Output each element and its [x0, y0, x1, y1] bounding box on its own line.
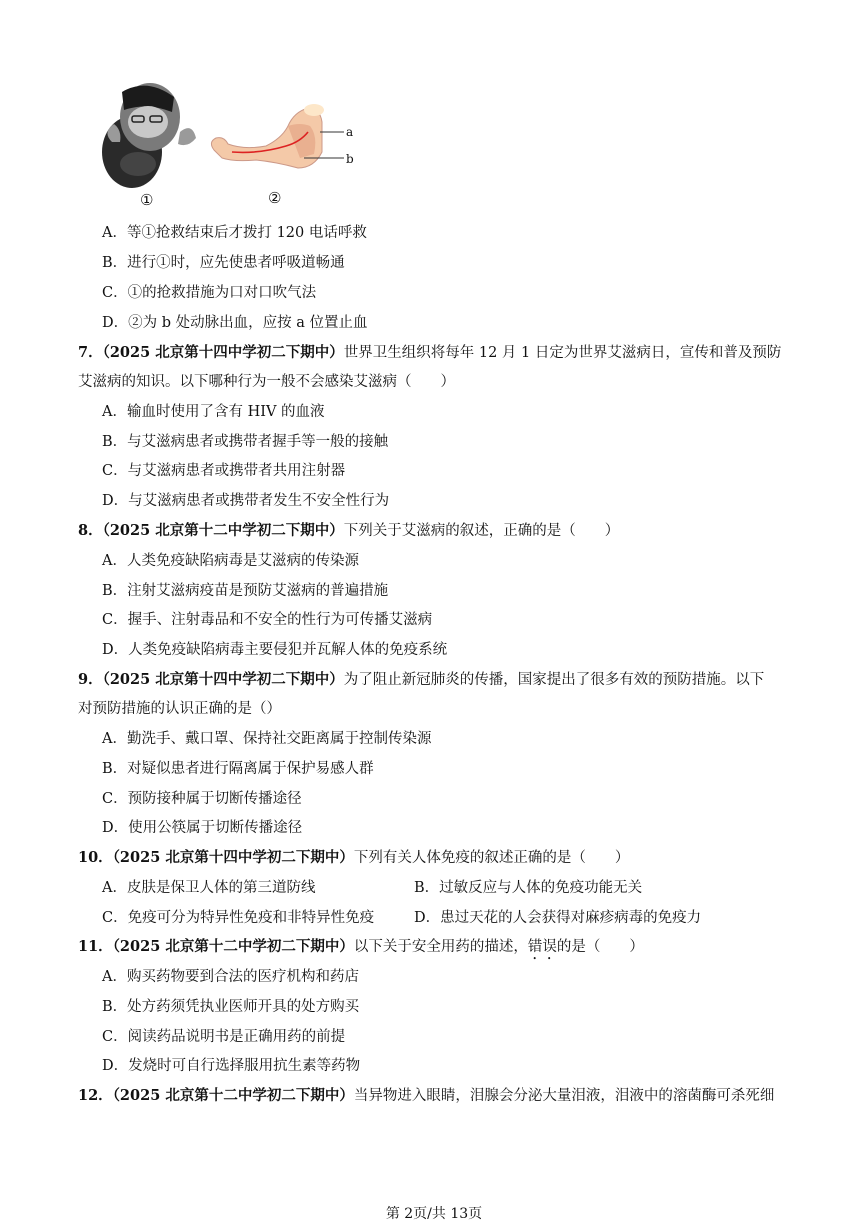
q11-option-d: D．发烧时可自行选择服用抗生素等药物 [102, 1058, 361, 1074]
q9-stem-line1: 为了阻止新冠肺炎的传播，国家提出了很多有效的预防措施。以下 [343, 672, 765, 688]
q9-option-d: D．使用公筷属于切断传播途径 [102, 820, 303, 836]
q8-source: （2025 北京第十二中学初二下期中） [102, 522, 344, 539]
figure-2-number: ② [268, 189, 282, 207]
q11-number: 11． [78, 938, 113, 955]
q10-source: （2025 北京第十四中学初二下期中） [112, 849, 354, 866]
q9-stem [78, 670, 764, 690]
q9-option-c: C．预防接种属于切断传播途径 [102, 791, 302, 807]
q11-option-c: C．阅读药品说明书是正确用药的前提 [102, 1029, 346, 1045]
q7-option-b: B．与艾滋病患者或携带者握手等一般的接触 [102, 434, 389, 450]
q6-option-a: A．等①抢救结束后才拨打 120 电话呼救 [102, 225, 367, 241]
figure-2-label-a: a [346, 125, 354, 139]
page-footer: 第 2页/共 13页 [385, 1206, 483, 1222]
figure-1-number: ① [140, 191, 154, 209]
q8-option-a: A．人类免疫缺陷病毒是艾滋病的传染源 [102, 553, 359, 569]
q10-stem [78, 848, 629, 868]
q7-option-a: A．输血时使用了含有 HIV 的血液 [102, 404, 325, 420]
q9-option-b: B．对疑似患者进行隔离属于保护易感人群 [102, 761, 374, 777]
mouth-to-mouth-resuscitation-illustration [92, 72, 204, 192]
q8-option-b: B．注射艾滋病疫苗是预防艾滋病的普遍措施 [102, 583, 389, 599]
q7-option-c: C．与艾滋病患者或携带者共用注射器 [102, 463, 346, 479]
q12-source: （2025 北京第十二中学初二下期中） [112, 1087, 354, 1104]
q7-number: 7． [78, 344, 103, 361]
q11-option-a: A．购买药物要到合法的医疗机构和药店 [102, 969, 359, 985]
q7-stem-line2: 艾滋病的知识。以下哪种行为一般不会感染艾滋病（ ） [78, 374, 455, 390]
q8-stem-text: 下列关于艾滋病的叙述，正确的是（ ） [343, 523, 620, 539]
q10-option-d: D．患过天花的人会获得对麻疹病毒的免疫力 [414, 910, 702, 926]
q11-stem-pre: 以下关于安全用药的描述， [353, 939, 528, 955]
q11-stem-post: 的是（ ） [556, 939, 644, 955]
q11-option-b: B．处方药须凭执业医师开具的处方购买 [102, 999, 360, 1015]
q10-stem-text: 下列有关人体免疫的叙述正确的是（ ） [353, 850, 630, 866]
q9-number: 9． [78, 671, 103, 688]
q8-option-d: D．人类免疫缺陷病毒主要侵犯并瓦解人体的免疫系统 [102, 642, 448, 658]
q6-option-b: B．进行①时，应先使患者呼吸道畅通 [102, 255, 345, 271]
q10-option-a: A．皮肤是保卫人体的第三道防线 [102, 880, 316, 896]
q9-stem-line2: 对预防措施的认识正确的是（） [78, 701, 281, 717]
q12-stem-line1: 当异物进入眼睛，泪腺会分泌大量泪液，泪液中的溶菌酶可杀死细 [353, 1088, 775, 1104]
q10-option-c: C．免疫可分为特异性免疫和非特异性免疫 [102, 910, 375, 926]
q6-option-c: C．①的抢救措施为口对口吹气法 [102, 285, 317, 301]
q8-option-c: C．握手、注射毒品和不安全的性行为可传播艾滋病 [102, 612, 433, 628]
q7-option-d: D．与艾滋病患者或携带者发生不安全性行为 [102, 493, 390, 509]
figure-2-label-b: b [346, 152, 354, 166]
q7-stem [78, 343, 781, 363]
q12-number: 12． [78, 1087, 113, 1104]
question-figures [92, 72, 392, 212]
q11-stem [78, 937, 644, 963]
q7-source: （2025 北京第十四中学初二下期中） [102, 344, 344, 361]
q9-source: （2025 北京第十四中学初二下期中） [102, 671, 344, 688]
q11-stem-emphasis: 错误 [527, 939, 557, 955]
q10-option-b: B．过敏反应与人体的免疫功能无关 [414, 880, 643, 896]
q6-option-d: D．②为 b 处动脉出血，应按 a 位置止血 [102, 315, 368, 331]
q8-number: 8． [78, 522, 103, 539]
q9-option-a: A．勤洗手、戴口罩、保持社交距离属于控制传染源 [102, 731, 432, 747]
arm-bleeding-illustration [204, 92, 354, 187]
q10-number: 10． [78, 849, 113, 866]
q8-stem [78, 521, 619, 541]
q12-stem [78, 1086, 774, 1106]
q11-source: （2025 北京第十二中学初二下期中） [112, 938, 354, 955]
q7-stem-line1: 世界卫生组织将每年 12 月 1 日定为世界艾滋病日，宣传和普及预防 [343, 345, 782, 361]
